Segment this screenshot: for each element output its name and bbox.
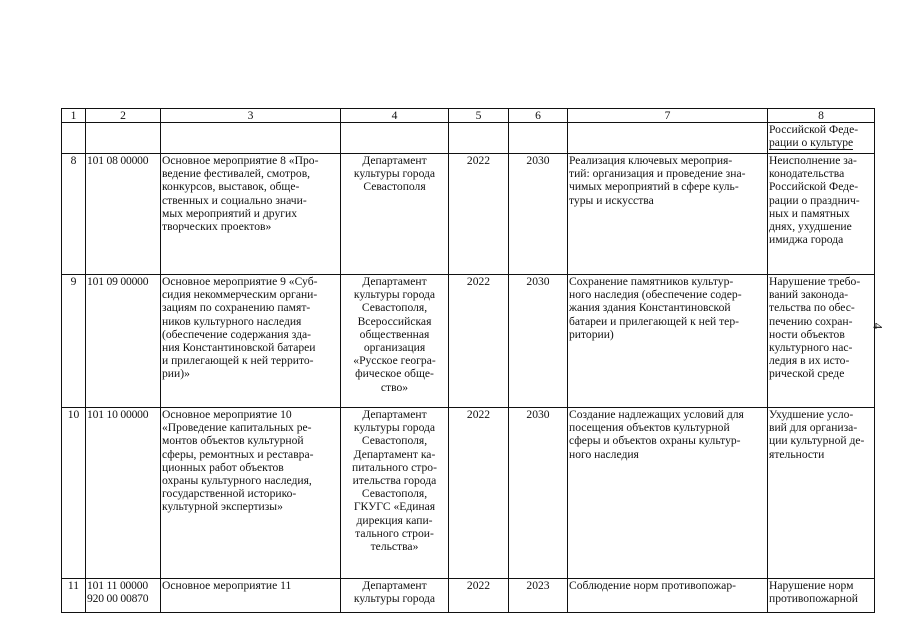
cell-line: Сохранение памятников культур- [569, 275, 734, 288]
consequences-cell [768, 275, 875, 408]
cell-line: «Проведение капитальных ре- [162, 421, 312, 435]
event-name-cell [161, 154, 341, 275]
start-year-cell: 2022 [449, 275, 509, 408]
table-cell [449, 123, 509, 154]
cell-line: «Русское геогра- [353, 354, 436, 368]
budget-code: 920 00 00870 [87, 592, 149, 606]
column-number: 5 [449, 109, 509, 123]
cell-line: государственной историко- [162, 487, 297, 501]
executor-cell [341, 579, 449, 613]
column-number: 8 [768, 109, 875, 123]
budget-code-cell [86, 579, 161, 613]
cell-line: (обеспечение содержания зда- [162, 327, 311, 341]
column-number: 2 [86, 109, 161, 123]
row-number-cell: 10 [62, 408, 86, 579]
continuation-row [62, 123, 875, 154]
budget-code-cell [86, 408, 161, 579]
consequences-cell [768, 154, 875, 275]
event-name-cell [161, 408, 341, 579]
table-body [62, 109, 875, 613]
row-number-cell: 9 [62, 275, 86, 408]
consequences-cell [768, 123, 875, 154]
cell-line: сферы, ремонтных и реставра- [162, 447, 314, 461]
cell-line: зациям по сохранению памят- [162, 301, 311, 315]
cell-line: монтов объектов культурной [162, 434, 304, 448]
expected-result-cell [568, 579, 768, 613]
cell-line: общественная [359, 327, 430, 341]
cell-line: ного наследия (обеспечение содер- [569, 288, 742, 302]
cell-line: мых мероприятий и других [162, 206, 298, 220]
table-cell [62, 123, 86, 154]
table-row [62, 579, 875, 613]
cell-line: ционных работ объектов [162, 460, 284, 474]
cell-line: культуры города [353, 288, 436, 302]
column-number: 6 [509, 109, 568, 123]
end-year-cell: 2030 [509, 154, 568, 275]
start-year-cell: 2022 [449, 408, 509, 579]
cell-line: Основное мероприятие 10 [162, 408, 292, 421]
cell-line: Департамент [362, 275, 427, 288]
cell-line: Основное мероприятие 8 «Про- [162, 154, 319, 167]
cell-line: рации о культуре [769, 136, 854, 150]
event-name-cell [161, 579, 341, 613]
cell-line: тельства» [370, 540, 419, 554]
cell-line: рической среде [769, 367, 845, 381]
cell-line: Департамент ка- [353, 447, 436, 461]
consequences-cell [768, 408, 875, 579]
start-year-cell: 2022 [449, 579, 509, 613]
table-row [62, 154, 875, 275]
cell-line: сферы и объектов охраны культур- [569, 434, 741, 448]
cell-line: тий: организация и проведение зна- [569, 167, 746, 181]
executor-cell [341, 154, 449, 275]
cell-line: ности объектов [769, 327, 845, 341]
cell-line: культурной экспертизы» [162, 500, 283, 514]
cell-line: конодательства [769, 167, 845, 181]
consequences-cell [768, 579, 875, 613]
cell-line: печению сохран- [769, 314, 853, 328]
cell-line: Соблюдение норм противопожар- [569, 579, 736, 592]
column-number: 7 [568, 109, 768, 123]
cell-line: Ухудшение усло- [769, 408, 854, 421]
cell-line: Создание надлежащих условий для [569, 408, 744, 421]
cell-line: Департамент [362, 408, 427, 421]
table-cell [509, 123, 568, 154]
cell-line: организация [363, 341, 426, 355]
cell-line: вий для организа- [769, 421, 858, 435]
cell-line: имиджа города [769, 233, 844, 247]
cell-line: Департамент [362, 154, 427, 167]
end-year-cell: 2030 [509, 275, 568, 408]
cell-line: творческих проектов» [162, 220, 272, 234]
cell-line: ритории) [569, 327, 614, 341]
cell-line: и прилегающей к ней террито- [162, 354, 314, 368]
cell-line: культуры города [353, 592, 436, 606]
cell-line: жания здания Константиновской [569, 301, 731, 315]
cell-line: противопожарной [769, 592, 858, 606]
end-year-cell: 2030 [509, 408, 568, 579]
table-row [62, 408, 875, 579]
cell-line: фическое обще- [355, 367, 434, 381]
cell-line: конкурсов, выставок, обще- [162, 180, 300, 194]
cell-line: ников культурного наследия [162, 314, 302, 328]
cell-line: ледия в их исто- [769, 354, 850, 368]
cell-line: Департамент [362, 579, 427, 592]
cell-line: ных и памятных [769, 206, 850, 220]
column-number: 4 [341, 109, 449, 123]
cell-line: охраны культурного наследия, [162, 474, 312, 488]
cell-line: культуры города [353, 421, 436, 435]
cell-line: чимых мероприятий в сфере куль- [569, 180, 739, 194]
cell-line: Севастополя, [361, 301, 428, 315]
cell-line: дирекция капи- [356, 513, 433, 527]
budget-code: 101 09 00000 [87, 275, 149, 288]
table-cell [161, 123, 341, 154]
event-name-cell [161, 275, 341, 408]
cell-line: ственных и социально значи- [162, 193, 307, 207]
cell-line: ведение фестивалей, смотров, [162, 167, 311, 181]
cell-line: Севастополя, [361, 434, 428, 448]
expected-result-cell [568, 275, 768, 408]
cell-line: батареи и прилегающей к ней тер- [569, 314, 739, 328]
budget-code: 101 08 00000 [87, 154, 149, 167]
cell-line: ного наследия [569, 447, 639, 461]
executor-cell [341, 408, 449, 579]
cell-line: рии)» [162, 367, 190, 381]
column-number-row [62, 109, 875, 123]
cell-line: Севастополя, [361, 487, 428, 501]
cell-line: посещения объектов культурной [569, 421, 730, 435]
column-number: 3 [161, 109, 341, 123]
cell-line: Российской Феде- [769, 123, 859, 136]
table-cell [568, 123, 768, 154]
row-number-cell: 8 [62, 154, 86, 275]
cell-line: культурного нас- [769, 341, 853, 355]
program-events-table [61, 108, 875, 613]
cell-line: Нарушение норм [769, 579, 854, 592]
cell-line: ятельности [769, 447, 825, 461]
cell-line: Нарушение требо- [769, 275, 861, 288]
cell-line: днях, ухудшение [769, 220, 852, 234]
end-year-cell: 2023 [509, 579, 568, 613]
cell-line: культуры города [353, 167, 436, 181]
cell-line: Всероссийская [357, 314, 432, 328]
budget-code: 101 11 00000 [87, 579, 148, 592]
cell-line: ство» [380, 380, 409, 394]
expected-result-cell [568, 154, 768, 275]
cell-line: тального строи- [355, 526, 434, 540]
cell-line: сидия некоммерческим органи- [162, 288, 318, 302]
cell-line: ГКУГС «Единая [353, 500, 436, 514]
cell-line: ния Константиновской батареи [162, 341, 316, 355]
start-year-cell: 2022 [449, 154, 509, 275]
cell-line: тельства по обес- [769, 301, 855, 315]
expected-result-cell [568, 408, 768, 579]
budget-code: 101 10 00000 [87, 408, 149, 421]
budget-code-cell [86, 154, 161, 275]
column-number: 1 [62, 109, 86, 123]
cell-line: Неисполнение за- [769, 154, 857, 167]
table-cell [341, 123, 449, 154]
cell-line: ции культурной де- [769, 434, 865, 448]
cell-line: Севастополя [363, 180, 426, 194]
cell-line: туры и искусства [569, 193, 654, 207]
cell-line: ваний законода- [769, 288, 849, 302]
row-number-cell: 11 [62, 579, 86, 613]
cell-line: рации о празднич- [769, 193, 860, 207]
table-row [62, 275, 875, 408]
cell-line: Реализация ключевых мероприя- [569, 154, 733, 167]
cell-line: Основное мероприятие 11 [162, 579, 292, 592]
budget-code-cell [86, 275, 161, 408]
cell-line: Основное мероприятие 9 «Суб- [162, 275, 318, 288]
table-cell [86, 123, 161, 154]
cell-line: Российской Феде- [769, 180, 859, 194]
cell-line: питального стро- [352, 460, 437, 474]
cell-line: ительства города [352, 474, 437, 488]
executor-cell [341, 275, 449, 408]
page-number: 4 [870, 322, 886, 330]
